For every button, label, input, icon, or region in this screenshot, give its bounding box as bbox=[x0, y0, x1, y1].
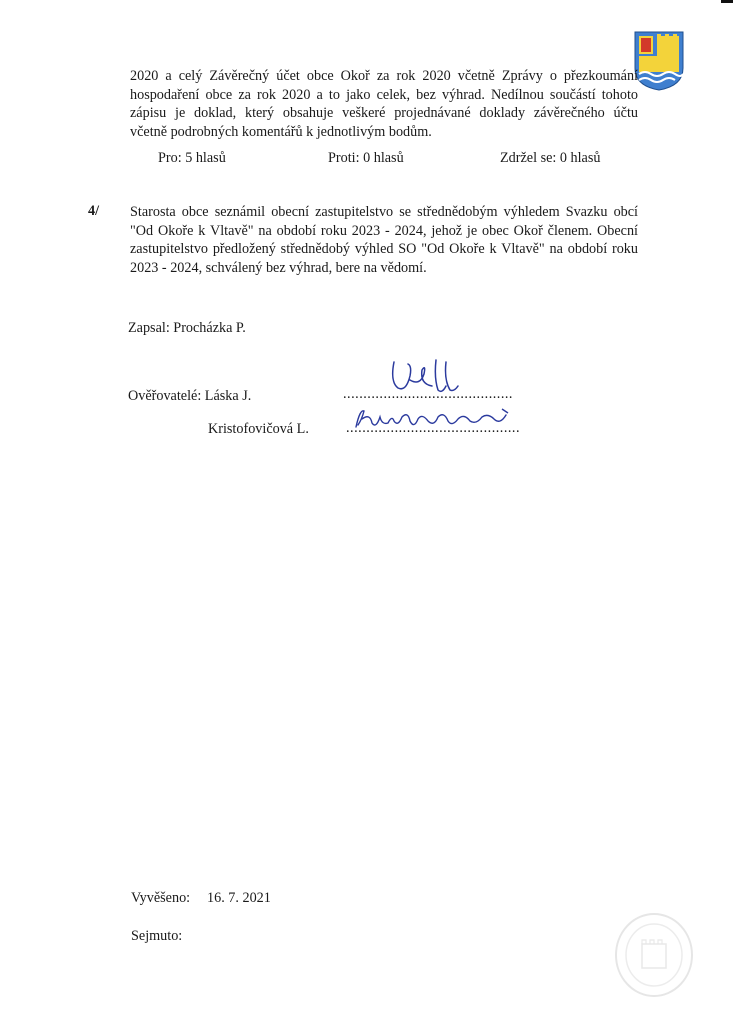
votes-against: Proti: 0 hlasů bbox=[328, 150, 404, 166]
paragraph-line: zápisu je doklad, který obsahuje veškeré projednávané doklady závěrečného účtu bbox=[130, 105, 638, 122]
paragraph-line: Starosta obce seznámil obecní zastupitelstvo se střednědobým výhledem Svazku obcí bbox=[130, 204, 638, 220]
item-number: 4/ bbox=[88, 203, 100, 219]
recorder-line: Zapsal: Procházka P. bbox=[128, 320, 246, 336]
posted-date: 16. 7. 2021 bbox=[207, 890, 271, 906]
coat-of-arms-logo bbox=[633, 30, 685, 92]
item-4-paragraph bbox=[130, 203, 638, 277]
signature-1 bbox=[380, 356, 490, 400]
signature-line-2: ........................................... bbox=[346, 420, 521, 436]
scan-corner-mark bbox=[721, 0, 733, 3]
paragraph-line: zastupitelstvo předložený střednědobý výhled SO "Od Okoře k Vltavě" na období roku bbox=[130, 241, 638, 258]
signature-2 bbox=[352, 405, 522, 435]
posted-label: Vyvěšeno: bbox=[131, 890, 191, 906]
paragraph-line: včetně podrobných komentářů k jednotlivým bodům. bbox=[130, 123, 432, 140]
paragraph-line: 2020 a celý Závěrečný účet obce Okoř za rok 2020 včetně Zprávy o přezkoumání bbox=[130, 68, 638, 84]
resolution-paragraph bbox=[130, 67, 638, 141]
verifiers-label: Ověřovatelé: Láska J. bbox=[128, 388, 252, 404]
paragraph-line: hospodaření obce za rok 2020 a to jako celek, bez výhrad. Nedílnou součástí tohoto bbox=[130, 86, 638, 103]
signature-line-1: .......................................... bbox=[343, 386, 513, 402]
removed-label: Sejmuto: bbox=[131, 928, 183, 944]
votes-for: Pro: 5 hlasů bbox=[158, 150, 226, 166]
paragraph-line: 2023 - 2024, schválený bez výhrad, bere na vědomí. bbox=[130, 259, 427, 276]
votes-abstain: Zdržel se: 0 hlasů bbox=[500, 150, 601, 166]
vote-tally bbox=[158, 150, 628, 170]
embossed-stamp bbox=[614, 912, 694, 998]
verifier-2-name: Kristofovičová L. bbox=[208, 421, 309, 437]
paragraph-line: "Od Okoře k Vltavě" na období roku 2023 - 2024, jehož je obec Okoř členem. Obecní bbox=[130, 222, 638, 239]
